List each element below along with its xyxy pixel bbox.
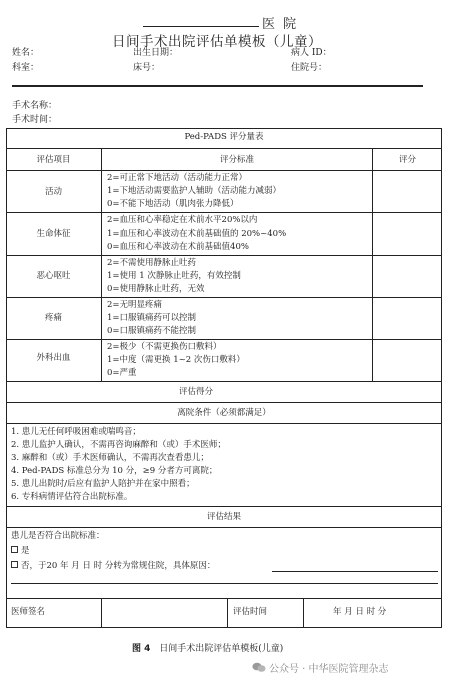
discharge-condition-item: 1. 患儿无任何呼吸困难或喘鸣音； — [11, 427, 141, 437]
column-line — [372, 148, 373, 381]
row-criteria-line: 2=不需使用静脉止吐药 — [107, 258, 197, 268]
checkbox-no[interactable] — [11, 561, 18, 568]
column-line — [303, 598, 304, 628]
row-criteria-line: 0=严重 — [107, 368, 137, 378]
divider — [6, 527, 442, 528]
divider — [6, 381, 442, 382]
wechat-icon — [252, 662, 266, 673]
discharge-condition-item: 2. 患儿监护人确认，不需再咨询麻醉和（或）手术医师； — [11, 440, 226, 450]
divider — [6, 506, 442, 507]
discharge-condition-item: 6. 专科病情评估符合出院标准。 — [11, 492, 133, 502]
row-criteria-line: 1=使用 1 次静脉止吐药，有效控制 — [107, 271, 241, 281]
result-yes-option[interactable] — [11, 545, 30, 557]
row-criteria-line: 2=可正常下地活动（活动能力正常） — [107, 173, 248, 183]
surgery-name-label: 手术名称： — [12, 101, 58, 111]
column-line — [101, 148, 102, 381]
row-criteria-line: 0=使用静脉止吐药，无效 — [107, 284, 205, 294]
doctor-signature-field[interactable] — [102, 599, 227, 627]
surgery-time-label: 手术时间： — [12, 115, 58, 125]
row-criteria-line: 0=不能下地活动（肌肉张力降低） — [107, 199, 239, 209]
result-no-option[interactable] — [11, 560, 215, 572]
row-item-vital-signs: 生命体征 — [36, 229, 71, 239]
patient-name-label: 姓名： — [12, 48, 40, 58]
admission-number-label: 住院号： — [291, 63, 328, 73]
table-title: Ped-PADS 评分量表 — [184, 132, 264, 142]
row-criteria-line: 2=血压和心率稳定在术前水平20%以内 — [107, 215, 258, 225]
divider — [6, 212, 442, 213]
divider — [6, 423, 442, 424]
page-title: 日间手术出院评估单模板（儿童） — [112, 34, 322, 50]
divider — [6, 170, 442, 171]
row-item-bleeding: 外科出血 — [36, 353, 71, 363]
result-yes-label: 是 — [21, 546, 30, 556]
row-criteria-line: 1=口服镇痛药可以控制 — [107, 313, 197, 323]
figure-caption — [132, 641, 283, 654]
caption-text: 日间手术出院评估单模板(儿童) — [159, 644, 284, 654]
reason-blank-line[interactable] — [272, 571, 438, 572]
hospital-name-blank — [143, 26, 259, 27]
result-title: 评估结果 — [206, 512, 241, 522]
divider — [6, 148, 442, 149]
birth-date-label: 出生日期： — [133, 48, 179, 58]
divider — [6, 339, 442, 340]
row-criteria-line: 2=极少（不需更换伤口敷料） — [107, 342, 222, 352]
row-item-activity: 活动 — [44, 187, 62, 197]
col-header-item: 评估项目 — [36, 155, 71, 165]
bed-number-label: 床号： — [133, 63, 161, 73]
divider — [6, 402, 442, 403]
row-item-nausea: 恶心呕吐 — [36, 271, 71, 281]
discharge-condition-item: 3. 麻醉和（或）手术医师确认，不需再次查看患儿； — [11, 453, 209, 463]
patient-id-label: 病人 ID： — [291, 48, 332, 58]
divider — [6, 255, 442, 256]
col-header-standard: 评分标准 — [219, 155, 254, 165]
hospital-suffix: 医 院 — [262, 17, 299, 32]
row-criteria-line: 0=血压和心率波动在术前基础值40% — [107, 242, 249, 252]
discharge-condition-item: 5. 患儿出院时/后应有监护人陪护并在家中照看； — [11, 479, 195, 489]
col-header-score: 评分 — [398, 155, 416, 165]
result-no-label: 否，于20 年 月 日 时 分转为常规住院，具体原因： — [21, 561, 216, 571]
reason-second-blank-line[interactable] — [11, 583, 438, 584]
header-divider — [12, 85, 423, 87]
divider — [6, 297, 442, 298]
caption-label: 图 4 — [132, 644, 151, 654]
result-question: 患儿是否符合出院标准： — [11, 531, 105, 541]
checkbox-yes[interactable] — [11, 546, 18, 553]
discharge-conditions-title: 离院条件（必须都满足） — [177, 408, 271, 418]
watermark — [252, 660, 389, 675]
discharge-condition-item: 4. Ped-PADS 标准总分为 10 分，≥9 分者方可离院； — [11, 466, 218, 476]
row-criteria-line: 2=无明显疼痛 — [107, 300, 163, 310]
department-label: 科室： — [12, 63, 40, 73]
row-item-pain: 疼痛 — [44, 313, 62, 323]
score-total-label: 评估得分 — [178, 387, 213, 397]
column-line — [227, 598, 228, 628]
assessment-time-label: 评估时间 — [233, 607, 268, 617]
assessment-time-value[interactable]: 年 月 日 时 分 — [333, 607, 387, 617]
row-criteria-line: 1=血压和心率波动在术前基础值的 20%~40% — [107, 229, 287, 239]
row-criteria-line: 1=下地活动需要监护人辅助（活动能力减弱） — [107, 186, 282, 196]
row-criteria-line: 1=中度（需更换 1~2 次伤口敷料） — [107, 355, 245, 365]
watermark-text: 公众号 · 中华医院管理杂志 — [269, 664, 389, 675]
row-criteria-line: 0=口服镇痛药不能控制 — [107, 326, 197, 336]
doctor-signature-label: 医师签名 — [11, 607, 46, 617]
